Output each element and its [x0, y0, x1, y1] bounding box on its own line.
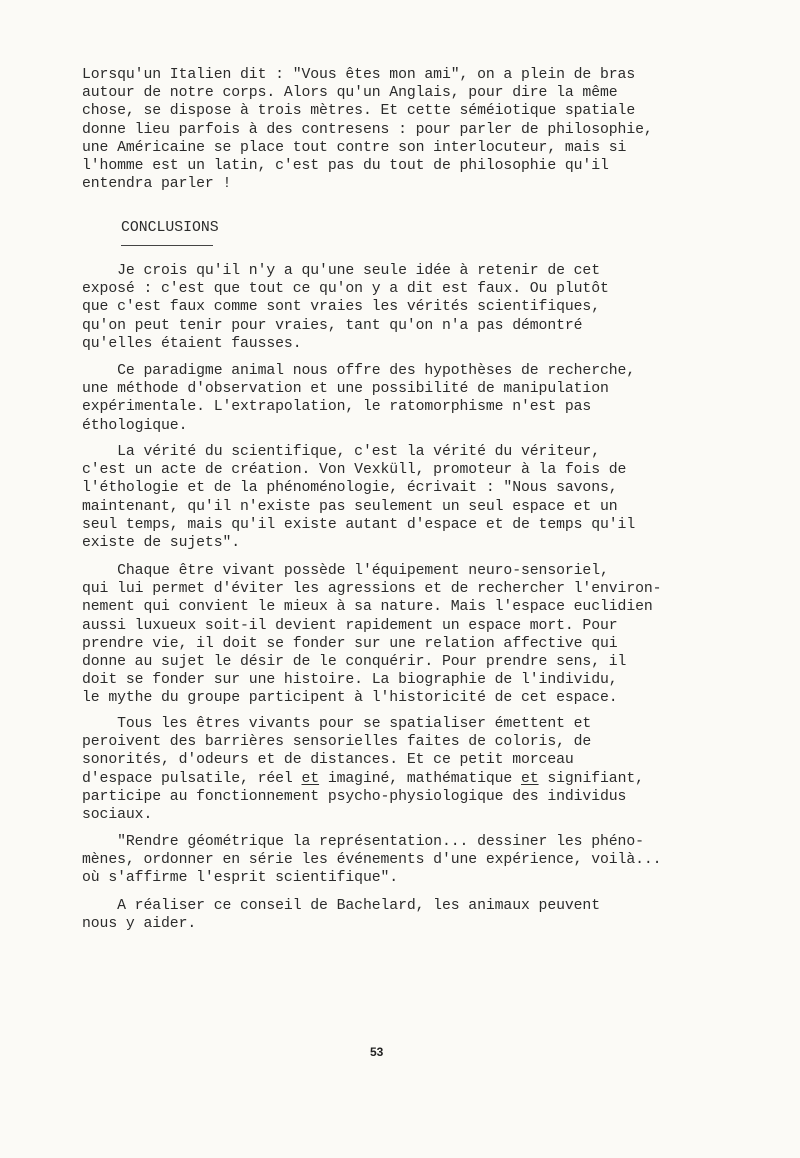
text-line: une méthode d'observation et une possibilité de manipulation — [82, 381, 609, 398]
text-line: prendre vie, il doit se fonder sur une relation affective qui — [82, 635, 618, 652]
heading-underline — [121, 245, 213, 246]
text-line: seul temps, mais qu'il existe autant d'espace et de temps qu'il — [82, 516, 636, 533]
text-span: d'espace pulsatile, réel — [82, 770, 302, 787]
text-line: une Américaine se place tout contre son interlocuteur, mais si — [82, 139, 627, 156]
paragraph-4 — [82, 562, 661, 708]
text-line: Chaque être vivant possède l'équipement neuro-sensoriel, — [82, 563, 609, 579]
underlined-word: et — [301, 770, 320, 787]
text-line: sonorités, d'odeurs et de distances. Et ce petit morceau — [82, 752, 574, 769]
text-line: autour de notre corps. Alors qu'un Anglais, pour dire la même — [82, 85, 618, 102]
text-line: doit se fonder sur une histoire. La biographie de l'individu, — [82, 672, 618, 689]
text-line: où s'affirme l'esprit scientifique". — [82, 870, 399, 887]
page-number: 53 — [370, 1045, 384, 1059]
text-line: l'homme est un latin, c'est pas du tout de philosophie qu'il — [82, 158, 609, 175]
text-line: maintenant, qu'il n'existe pas seulement un seul espace et un — [82, 498, 618, 515]
text-line: que c'est faux comme sont vraies les vérités scientifiques, — [82, 299, 600, 316]
section-heading: CONCLUSIONS — [121, 220, 219, 236]
text-line: éthologique. — [82, 417, 188, 434]
text-line: "Rendre géométrique la représentation... dessiner les phéno- — [82, 834, 644, 850]
text-line: exposé : c'est que tout ce qu'on y a dit est faux. Ou plutôt — [82, 281, 609, 298]
paragraph-6-quote — [82, 833, 661, 888]
text-line: nous y aider. — [82, 916, 197, 933]
text-line: participe au fonctionnement psycho-physiologique des individus — [82, 788, 627, 805]
paragraph-5 — [82, 715, 644, 824]
text-line: l'éthologie et de la phénoménologie, écrivait : "Nous savons, — [82, 480, 618, 497]
text-line: le mythe du groupe participent à l'historicité de cet espace. — [82, 690, 618, 707]
text-line: existe de sujets". — [82, 535, 241, 552]
text-line: Ce paradigme animal nous offre des hypothèses de recherche, — [82, 363, 636, 379]
text-line: A réaliser ce conseil de Bachelard, les animaux peuvent — [82, 898, 600, 914]
text-line: aussi luxueux soit-il devient rapidement un espace mort. Pour — [82, 617, 618, 634]
text-line: c'est un acte de création. Von Vexküll, promoteur à la fois de — [82, 462, 627, 479]
text-line: qui lui permet d'éviter les agressions et de rechercher l'environ- — [82, 581, 662, 598]
text-line: La vérité du scientifique, c'est la vérité du vériteur, — [82, 444, 600, 460]
underlined-word: et — [521, 770, 539, 787]
text-line: donne au sujet le désir de le conquérir. Pour prendre sens, il — [82, 654, 627, 671]
paragraph-1 — [82, 262, 609, 353]
paragraph-7 — [82, 897, 600, 933]
text-line: Je crois qu'il n'y a qu'une seule idée à retenir de cet — [82, 263, 600, 279]
text-line: qu'on peut tenir pour vraies, tant qu'on n'a pas démontré — [82, 317, 583, 334]
text-span: signifiant, — [538, 770, 644, 787]
text-line: expérimentale. L'extrapolation, le ratomorphisme n'est pas — [82, 399, 592, 416]
text-line: donne lieu parfois à des contresens : pour parler de philosophie, — [82, 121, 653, 138]
text-line: Lorsqu'un Italien dit : "Vous êtes mon ami", on a plein de bras — [82, 67, 636, 83]
text-line-with-emphasis — [82, 770, 644, 788]
text-line: chose, se dispose à trois mètres. Et cette séméiotique spatiale — [82, 103, 636, 120]
text-line: sociaux. — [82, 807, 153, 824]
paragraph-3 — [82, 443, 635, 552]
text-line: Tous les êtres vivants pour se spatialiser émettent et — [82, 716, 592, 732]
intro-paragraph — [82, 66, 653, 193]
text-line: entendra parler ! — [82, 176, 232, 193]
text-line: nement qui convient le mieux à sa nature. Mais l'espace euclidien — [82, 599, 653, 616]
text-line: qu'elles étaient fausses. — [82, 335, 302, 352]
text-span: imaginé, mathématique — [319, 770, 521, 787]
text-line: mènes, ordonner en série les événements d'une expérience, voilà... — [82, 852, 662, 869]
paragraph-2 — [82, 362, 635, 435]
text-line: peroivent des barrières sensorielles faites de coloris, de — [82, 734, 592, 751]
